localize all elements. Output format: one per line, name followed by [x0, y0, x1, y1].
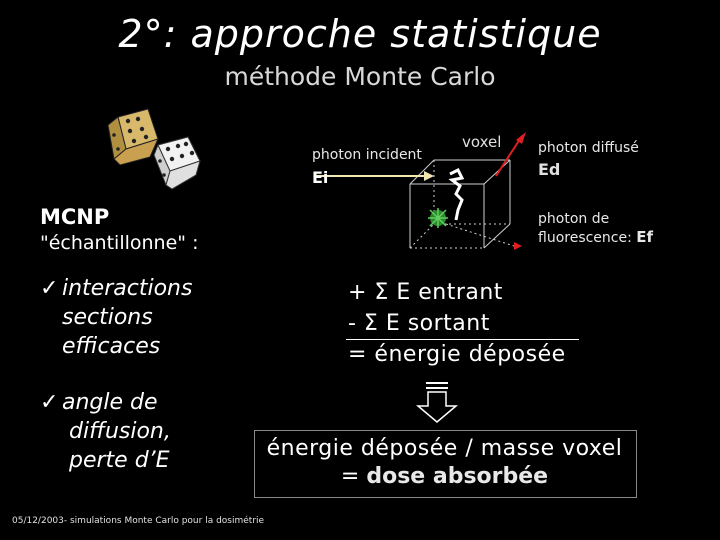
implies-arrow-icon: [412, 380, 462, 424]
slide-title: 2°: approche statistique: [118, 12, 602, 56]
fluorescence-label-text: fluorescence:: [538, 230, 632, 246]
die-front: [154, 137, 200, 189]
fluorescence-photon-label: [538, 210, 653, 247]
scattered-energy-symbol: Ed: [538, 160, 561, 179]
equation-divider: [346, 339, 579, 340]
bullet-text: interactions sections efficaces: [62, 276, 193, 359]
equation-line-result: = énergie déposée: [348, 342, 566, 367]
slide-footer: 05/12/2003- simulations Monte Carlo pour la dosimétrie: [12, 516, 265, 526]
result-line2: [254, 464, 635, 489]
absorbed-dose-text: dose absorbée: [366, 464, 549, 489]
checkmark-icon: ✓: [40, 276, 59, 301]
fluorescence-label-line2: [538, 228, 653, 247]
sampling-label: "échantillonne" :: [40, 232, 199, 254]
result-equals: =: [340, 464, 367, 489]
scattered-photon-label: photon diffusé: [538, 140, 639, 156]
equation-line-entrant: + Σ E entrant: [348, 280, 503, 305]
result-line1: énergie déposée / masse voxel: [266, 436, 623, 461]
equation-line-sortant: - Σ E sortant: [348, 311, 490, 336]
incident-arrow: [314, 171, 434, 181]
fluorescence-energy-symbol: Ef: [636, 228, 654, 246]
dice-icon: [100, 105, 210, 195]
fluorescence-path: [446, 224, 514, 246]
die-back: [108, 109, 158, 165]
checkmark-icon: ✓: [40, 390, 59, 415]
fluorescence-burst: [428, 208, 448, 228]
slide-subtitle: méthode Monte Carlo: [224, 62, 496, 91]
bullet-text: angle de diffusion, perte d’E: [62, 390, 171, 473]
incident-energy-symbol: Ei: [312, 168, 329, 187]
voxel-label: voxel: [462, 133, 502, 151]
fluorescence-label-line1: photon de: [538, 211, 610, 227]
fluorescence-arrow: [514, 242, 522, 250]
photon-track: [450, 170, 462, 220]
incident-photon-label: photon incident: [312, 147, 422, 163]
mcnp-heading: MCNP: [40, 205, 110, 229]
